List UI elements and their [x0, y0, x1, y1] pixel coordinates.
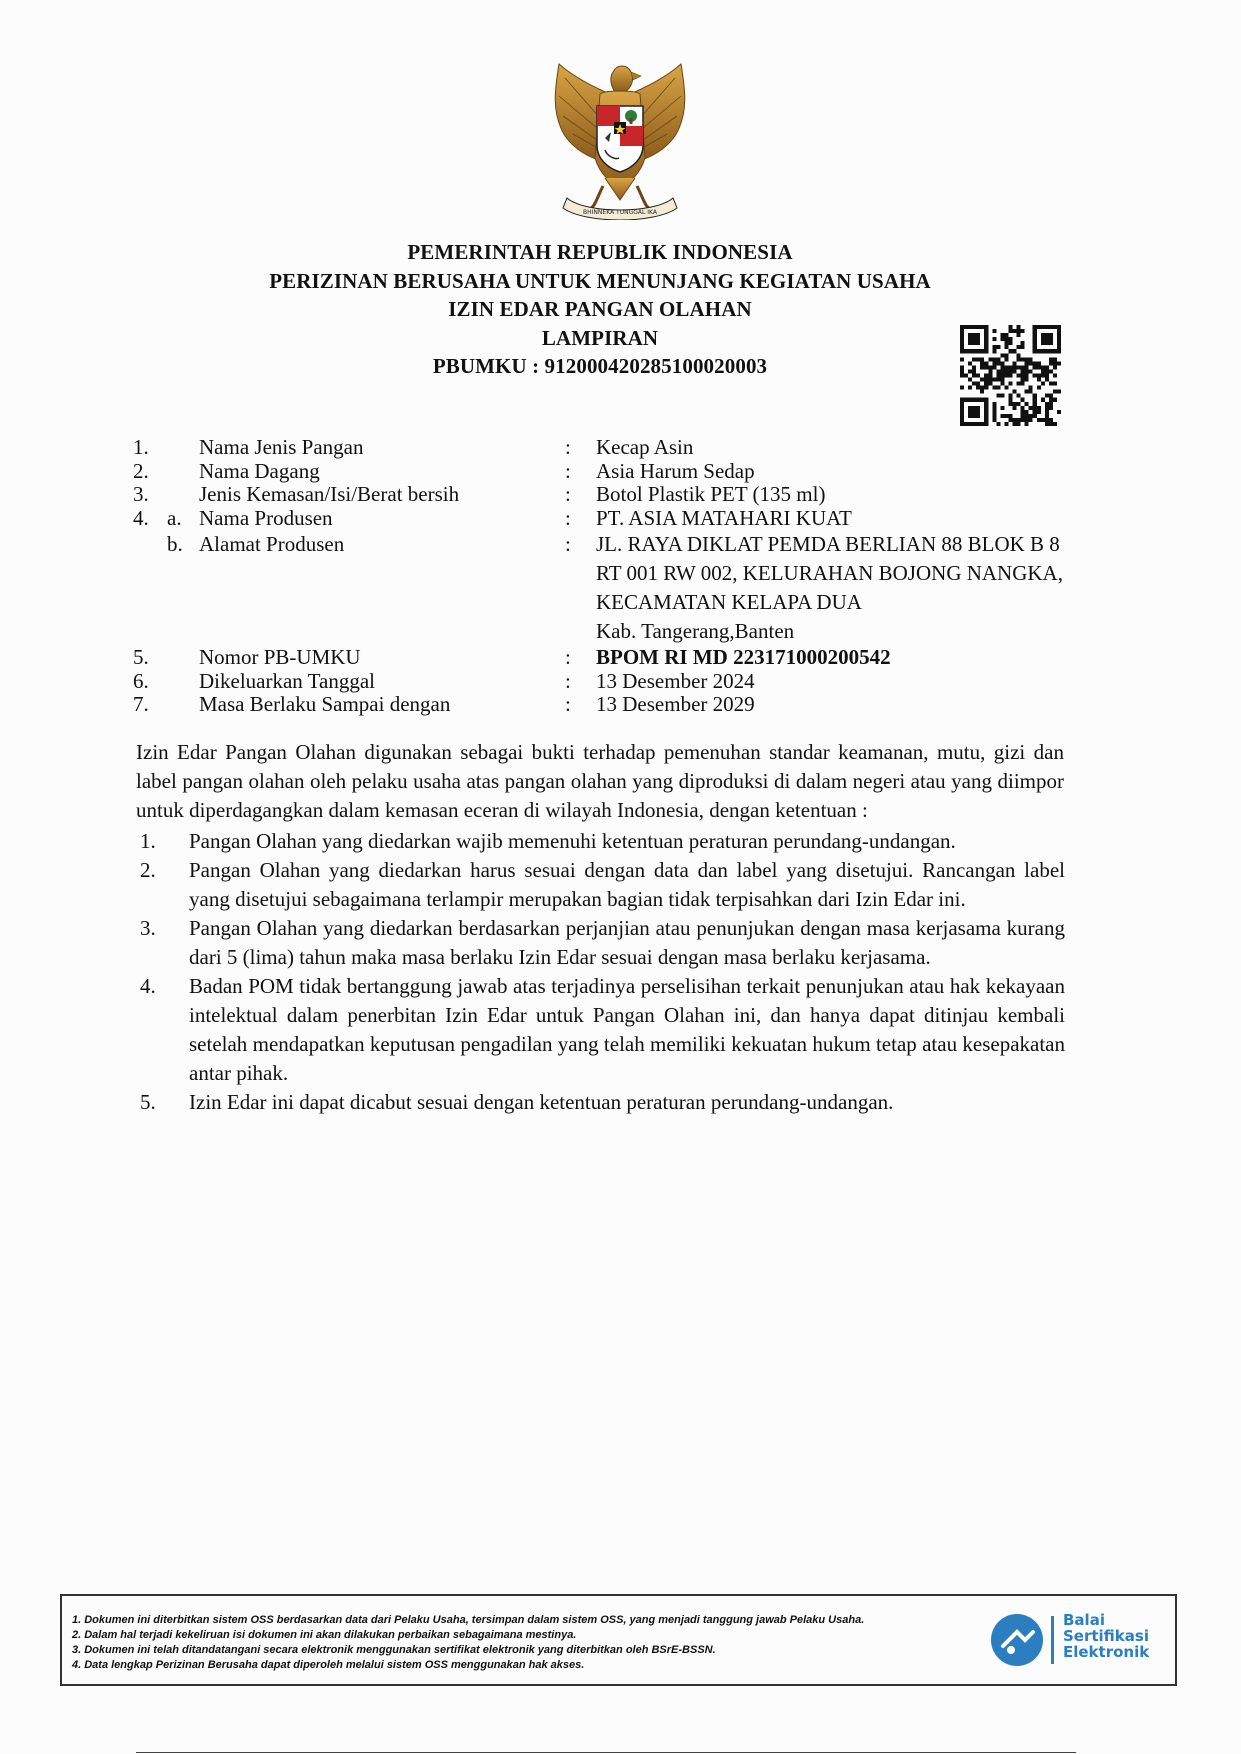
- field-value: KECAMATAN KELAPA DUA: [596, 590, 862, 614]
- footer-notes: [72, 1613, 962, 1673]
- term-text: Pangan Olahan yang diedarkan harus sesuai dengan data dan label yang disetujui. Rancangan label yang disetujui sebagaimana terlampir merupakan bagian tidak terpisahkan dari Izin Edar ini.: [189, 858, 1065, 911]
- term-text: Izin Edar ini dapat dicabut sesuai dengan ketentuan peraturan perundang-undangan.: [189, 1090, 894, 1114]
- header-permit-type: PERIZINAN BERUSAHA UNTUK MENUNJANG KEGIATAN USAHA: [269, 268, 931, 293]
- field-label: Nama Produsen: [199, 505, 333, 530]
- field-value: Kecap Asin: [596, 435, 694, 459]
- product-info-list: [133, 436, 1133, 717]
- term-item: 2. Pangan Olahan yang diedarkan harus sesuai dengan data dan label yang disetujui. Rancangan label yang disetujui sebagaimana terlampir merupakan bagian tidak terpisahkan dari Izin Edar ini.: [140, 858, 1065, 911]
- field-row-continuation: [133, 588, 1133, 617]
- field-value: JL. RAYA DIKLAT PEMDA BERLIAN 88 BLOK B 8: [596, 532, 1060, 556]
- term-item: 4. Badan POM tidak bertanggung jawab atas terjadinya perselisihan terkait penunjukan atau hak kekayaan intelektual dalam penerbitan Izin Edar untuk Pangan Olahan ini, dan hanya dapat ditinjau kembali setelah mendapatkan keputusan pengadilan yang telah memiliki kekuatan hukum tetap atau kesepakatan antar pihak.: [140, 974, 1065, 1085]
- field-row: 1. Nama Jenis Pangan : Kecap Asin: [133, 435, 694, 459]
- header-attachment: LAMPIRAN: [541, 325, 659, 350]
- terms-list: [140, 827, 1065, 1117]
- footer-note: 4. Data lengkap Perizinan Berusaha dapat diperoleh melalui sistem OSS menggunakan hak akses.: [72, 1659, 585, 1671]
- field-label: Alamat Produsen: [199, 532, 345, 556]
- field-row: 2. Nama Dagang : Asia Harum Sedap: [133, 458, 755, 483]
- field-row: 7. Masa Berlaku Sampai dengan : 13 Desember 2029: [133, 692, 755, 716]
- field-value: 13 Desember 2029: [596, 692, 755, 716]
- field-label: Nama Dagang: [199, 458, 320, 483]
- intro-paragraph: Izin Edar Pangan Olahan digunakan sebagai bukti terhadap pemenuhan standar keamanan, mutu, gizi dan label pangan olahan oleh pelaku usaha atas pangan olahan yang diproduksi di dalam negeri atau yang diimpor untuk diperdagangkan dalam kemasan eceran di wilayah Indonesia, dengan ketentuan :: [136, 740, 1064, 822]
- qr-code-icon[interactable]: [960, 325, 1061, 426]
- term-text: Pangan Olahan yang diedarkan berdasarkan perjanjian atau penunjukan dengan masa kerjasama kurang dari 5 (lima) tahun maka masa berlaku Izin Edar sesuai dengan masa berlaku kerjasama.: [189, 916, 1065, 969]
- field-value: PT. ASIA MATAHARI KUAT: [596, 505, 852, 530]
- field-row-continuation: [133, 617, 1133, 646]
- page-bottom-divider: [136, 1752, 1076, 1753]
- field-label: Nomor PB-UMKU: [199, 645, 361, 669]
- field-row: 6. Dikeluarkan Tanggal : 13 Desember 2024: [133, 668, 755, 693]
- field-value: Asia Harum Sedap: [596, 458, 755, 483]
- field-label: Jenis Kemasan/Isi/Berat bersih: [199, 482, 460, 506]
- header-government: PEMERINTAH REPUBLIK INDONESIA: [407, 240, 793, 264]
- field-value: 13 Desember 2024: [596, 668, 755, 693]
- term-item: 3. Pangan Olahan yang diedarkan berdasarkan perjanjian atau penunjukan dengan masa kerjasama kurang dari 5 (lima) tahun maka masa berlaku Izin Edar sesuai dengan masa berlaku kerjasama.: [140, 916, 1065, 969]
- field-row: 4. a. Nama Produsen : PT. ASIA MATAHARI KUAT: [133, 505, 852, 530]
- field-value: Botol Plastik PET (135 ml): [596, 482, 826, 506]
- term-item: 5. Izin Edar ini dapat dicabut sesuai dengan ketentuan peraturan perundang-undangan.: [140, 1090, 894, 1114]
- field-value: RT 001 RW 002, KELURAHAN BOJONG NANGKA,: [596, 561, 1063, 585]
- field-label: Nama Jenis Pangan: [199, 435, 364, 459]
- registration-number: BPOM RI MD 223171000200542: [596, 645, 891, 669]
- bsre-logo-text: Balai Sertifikasi Elektronik: [1063, 1611, 1150, 1661]
- footer-note: 2. Dalam hal terjadi kekeliruan isi dokumen ini akan dilakukan perbaikan sebagaimana mestinya.: [72, 1629, 577, 1641]
- term-text: Badan POM tidak bertanggung jawab atas terjadinya perselisihan terkait penunjukan atau hak kekayaan intelektual dalam penerbitan Izin Edar untuk Pangan Olahan ini, dan hanya dapat ditinjau kembali setelah mendapatkan keputusan pengadilan yang telah memiliki kekuatan hukum tetap atau kesepakatan antar pihak.: [189, 974, 1065, 1085]
- motto-text: BHINNEKA TUNGGAL IKA: [583, 209, 657, 216]
- term-item: 1. Pangan Olahan yang diedarkan wajib memenuhi ketentuan peraturan perundang-undangan.: [140, 829, 956, 853]
- field-label: Masa Berlaku Sampai dengan: [199, 692, 451, 716]
- term-text: Pangan Olahan yang diedarkan wajib memenuhi ketentuan peraturan perundang-undangan.: [189, 829, 956, 853]
- footer-note: 3. Dokumen ini telah ditandatangani secara elektronik menggunakan sertifikat elektronik yang diterbitkan oleh BSrE-BSSN.: [72, 1644, 716, 1656]
- footer-note: 1. Dokumen ini diterbitkan sistem OSS berdasarkan data dari Pelaku Usaha, tersimpan dalam sistem OSS, yang menjadi tanggung jawab Pelaku Usaha.: [72, 1614, 865, 1626]
- header-pbumku: PBUMKU : 912000420285100020003: [432, 354, 768, 378]
- header-title: IZIN EDAR PANGAN OLAHAN: [448, 297, 752, 321]
- field-value: Kab. Tangerang,Banten: [596, 619, 795, 643]
- field-row-continuation: [133, 559, 1133, 588]
- field-row: 3. Jenis Kemasan/Isi/Berat bersih : Botol Plastik PET (135 ml): [133, 482, 826, 506]
- field-label: Dikeluarkan Tanggal: [199, 668, 375, 693]
- field-row: b. Alamat Produsen : JL. RAYA DIKLAT PEMDA BERLIAN 88 BLOK B 8: [133, 530, 1133, 559]
- footer-disclaimer-box: [60, 1594, 1177, 1686]
- garuda-emblem-icon: [545, 58, 695, 220]
- document-header: [200, 238, 1000, 381]
- field-row: 5. Nomor PB-UMKU : BPOM RI MD 223171000200542: [133, 645, 891, 669]
